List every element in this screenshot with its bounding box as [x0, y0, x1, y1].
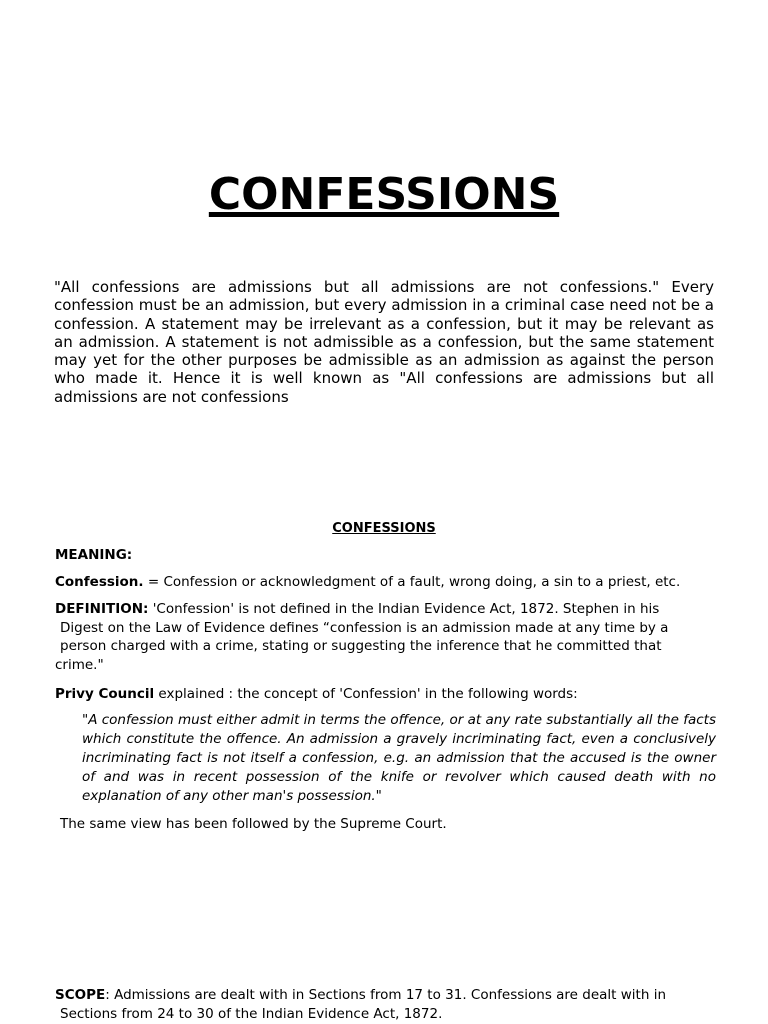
- scope-label: SCOPE: [55, 987, 106, 1003]
- privy-council-quote: "A confession must either admit in terms the offence, or at any rate substantially all the facts which constitute the offence. An admission a gravely incriminating fact, even a conclusively incriminating fact is not itself a confession, e.g. an admission that the accused is the owner of and was in recent possession of the knife or revolver which caused death with no explanation of any other man's possession.": [82, 712, 716, 804]
- definition-line: Digest on the Law of Evidence defines “confession is an admission made at any time by a: [60, 619, 669, 636]
- confession-paragraph: [55, 573, 720, 592]
- scope-line: Sections from 24 to 30 of the Indian Evidence Act, 1872.: [60, 1005, 443, 1022]
- scope-text: : Admissions are dealt with in Sections from 17 to 31. Confessions are dealt with in: [105, 987, 667, 1003]
- definition-label: DEFINITION:: [55, 601, 149, 617]
- definition-line: person charged with a crime, stating or suggesting the inference that he committed that: [60, 638, 662, 655]
- privy-council-text: explained : the concept of 'Confession' in the following words:: [154, 686, 578, 702]
- supreme-court-note: The same view has been followed by the Supreme Court.: [60, 816, 447, 832]
- intro-paragraph: "All confessions are admissions but all admissions are not confessions." Every confession must be an admission, but every admission in a criminal case need not be a confession. A statement may be irrelevant as a confession, but it may be relevant as an admission. A statement is not admissible as a confession, but the same statement may yet for the other purposes be admissible as an admission as against the person who made it. Hence it is well known as "All confessions are admissions but all admissions are not confessions: [54, 278, 714, 406]
- definition-line: crime.": [55, 656, 104, 673]
- confession-text: = Confession or acknowledgment of a fault, wrong doing, a sin to a priest, etc.: [143, 574, 681, 590]
- page-title: CONFESSIONS: [208, 169, 560, 220]
- privy-council-label: Privy Council: [55, 686, 155, 702]
- scope-paragraph: [55, 986, 720, 1023]
- definition-text: 'Confession' is not defined in the Indian Evidence Act, 1872. Stephen in his: [148, 601, 660, 617]
- confession-label: Confession.: [55, 574, 144, 590]
- definition-line: [55, 600, 720, 619]
- definition-paragraph: [55, 600, 720, 674]
- scope-line: [55, 986, 720, 1005]
- meaning-heading: MEANING:: [55, 547, 133, 563]
- section-title: CONFESSIONS: [332, 521, 436, 536]
- privy-council-paragraph: [55, 685, 720, 704]
